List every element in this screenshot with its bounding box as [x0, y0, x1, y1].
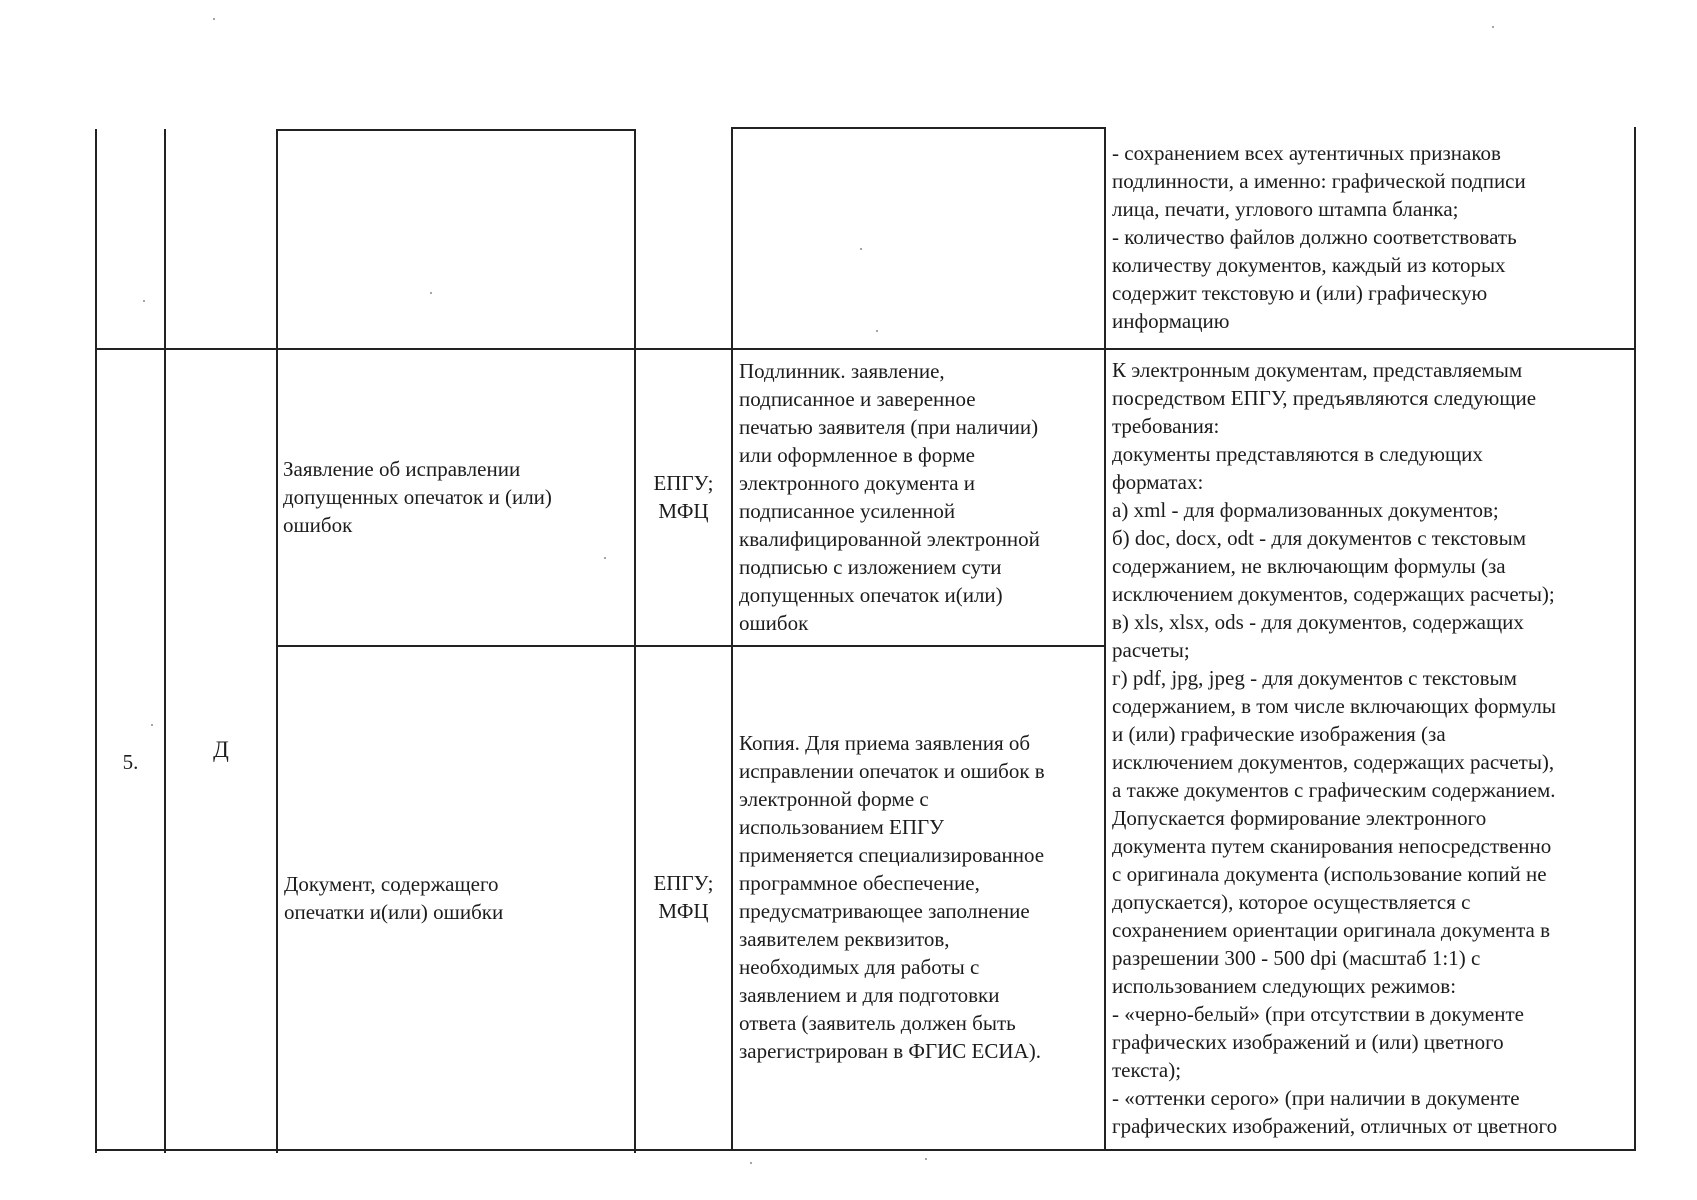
scan-speck: [750, 1162, 752, 1164]
grid-line: [95, 1149, 1636, 1151]
doc1-channel: ЕПГУ; МФЦ: [653, 471, 714, 523]
grid-line: [731, 127, 1106, 129]
grid-line: [1634, 127, 1636, 1149]
grid-line: [95, 129, 97, 1153]
scan-speck: [860, 248, 862, 250]
scan-speck: [1492, 26, 1494, 28]
grid-line: [95, 348, 1636, 350]
scan-speck: [151, 724, 153, 726]
row-number: 5.: [122, 750, 139, 774]
scan-speck: [213, 18, 215, 20]
grid-line: [164, 129, 166, 1153]
grid-line: [276, 645, 1106, 647]
doc2-channel: ЕПГУ; МФЦ: [653, 871, 714, 923]
scan-speck: [876, 330, 878, 332]
grid-line: [1104, 127, 1106, 1149]
scan-speck: [430, 292, 432, 294]
row-category: Д: [213, 737, 229, 762]
row5-requirements: К электронным документам, представляемым посредством ЕПГУ, предъявляются следующие требования: документы представляются в следующих форматах: а) xml - для формализованных документов; б) doc, docx, odt - для документов с текстовым содержанием, не включающим формулы (за исключением документов, содержащих расчеты); в) xls, xlsx, ods - для документов, содержащих расчеты; г) pdf, jpg, jpeg - для документов с текстовым содержанием, в том числе включающих формулы и (или) графические изображения (за исключением документов, содержащих расчеты), а также документов с графическим содержанием. Допускается формирование электронного документа путем сканирования непосредственно с оригинала документа (использование копий не допускается), которое осуществляется с сохранением ориентации оригинала документа в разрешении 300 - 500 dpi (масштаб 1:1) с использованием следующих режимов: - «черно-белый» (при отсутствии в документе графических изображений и (или) цветного текста); - «оттенки серого» (при наличии в документе графических изображений, отличных от цветного: [1112, 358, 1558, 1138]
prev-row-requirements: - сохранением всех аутентичных признаков подлинности, а именно: графической подписи лица, печати, углового штампа бланка; - количество файлов должно соответствовать количеству документов, каждый из которых содержит текстовую и (или) графическую информацию: [1112, 141, 1526, 333]
grid-line: [276, 129, 278, 1153]
doc2-name: Документ, содержащего опечатки и(или) ошибки: [284, 872, 504, 924]
scan-speck: [143, 300, 145, 302]
grid-line: [634, 129, 636, 1153]
grid-line: [276, 129, 636, 131]
scan-speck: [604, 557, 606, 559]
grid-line: [731, 127, 733, 1151]
doc1-form: Подлинник. заявление, подписанное и заверенное печатью заявителя (при наличии) или оформленное в форме электронного документа и подписанное усиленной квалифицированной электронной подписью с изложением сути допущенных опечаток и(или) ошибок: [739, 359, 1040, 635]
doc2-form: Копия. Для приема заявления об исправлении опечаток и ошибок в электронной форме с использованием ЕПГУ применяется специализированное программное обеспечение, предусматривающее заполнение заявителем реквизитов, необходимых для работы с заявлением и для подготовки ответа (заявитель должен быть зарегистрирован в ФГИС ЕСИА).: [739, 731, 1045, 1063]
scan-speck: [925, 1158, 927, 1160]
doc1-name: Заявление об исправлении допущенных опечаток и (или) ошибок: [283, 457, 552, 537]
